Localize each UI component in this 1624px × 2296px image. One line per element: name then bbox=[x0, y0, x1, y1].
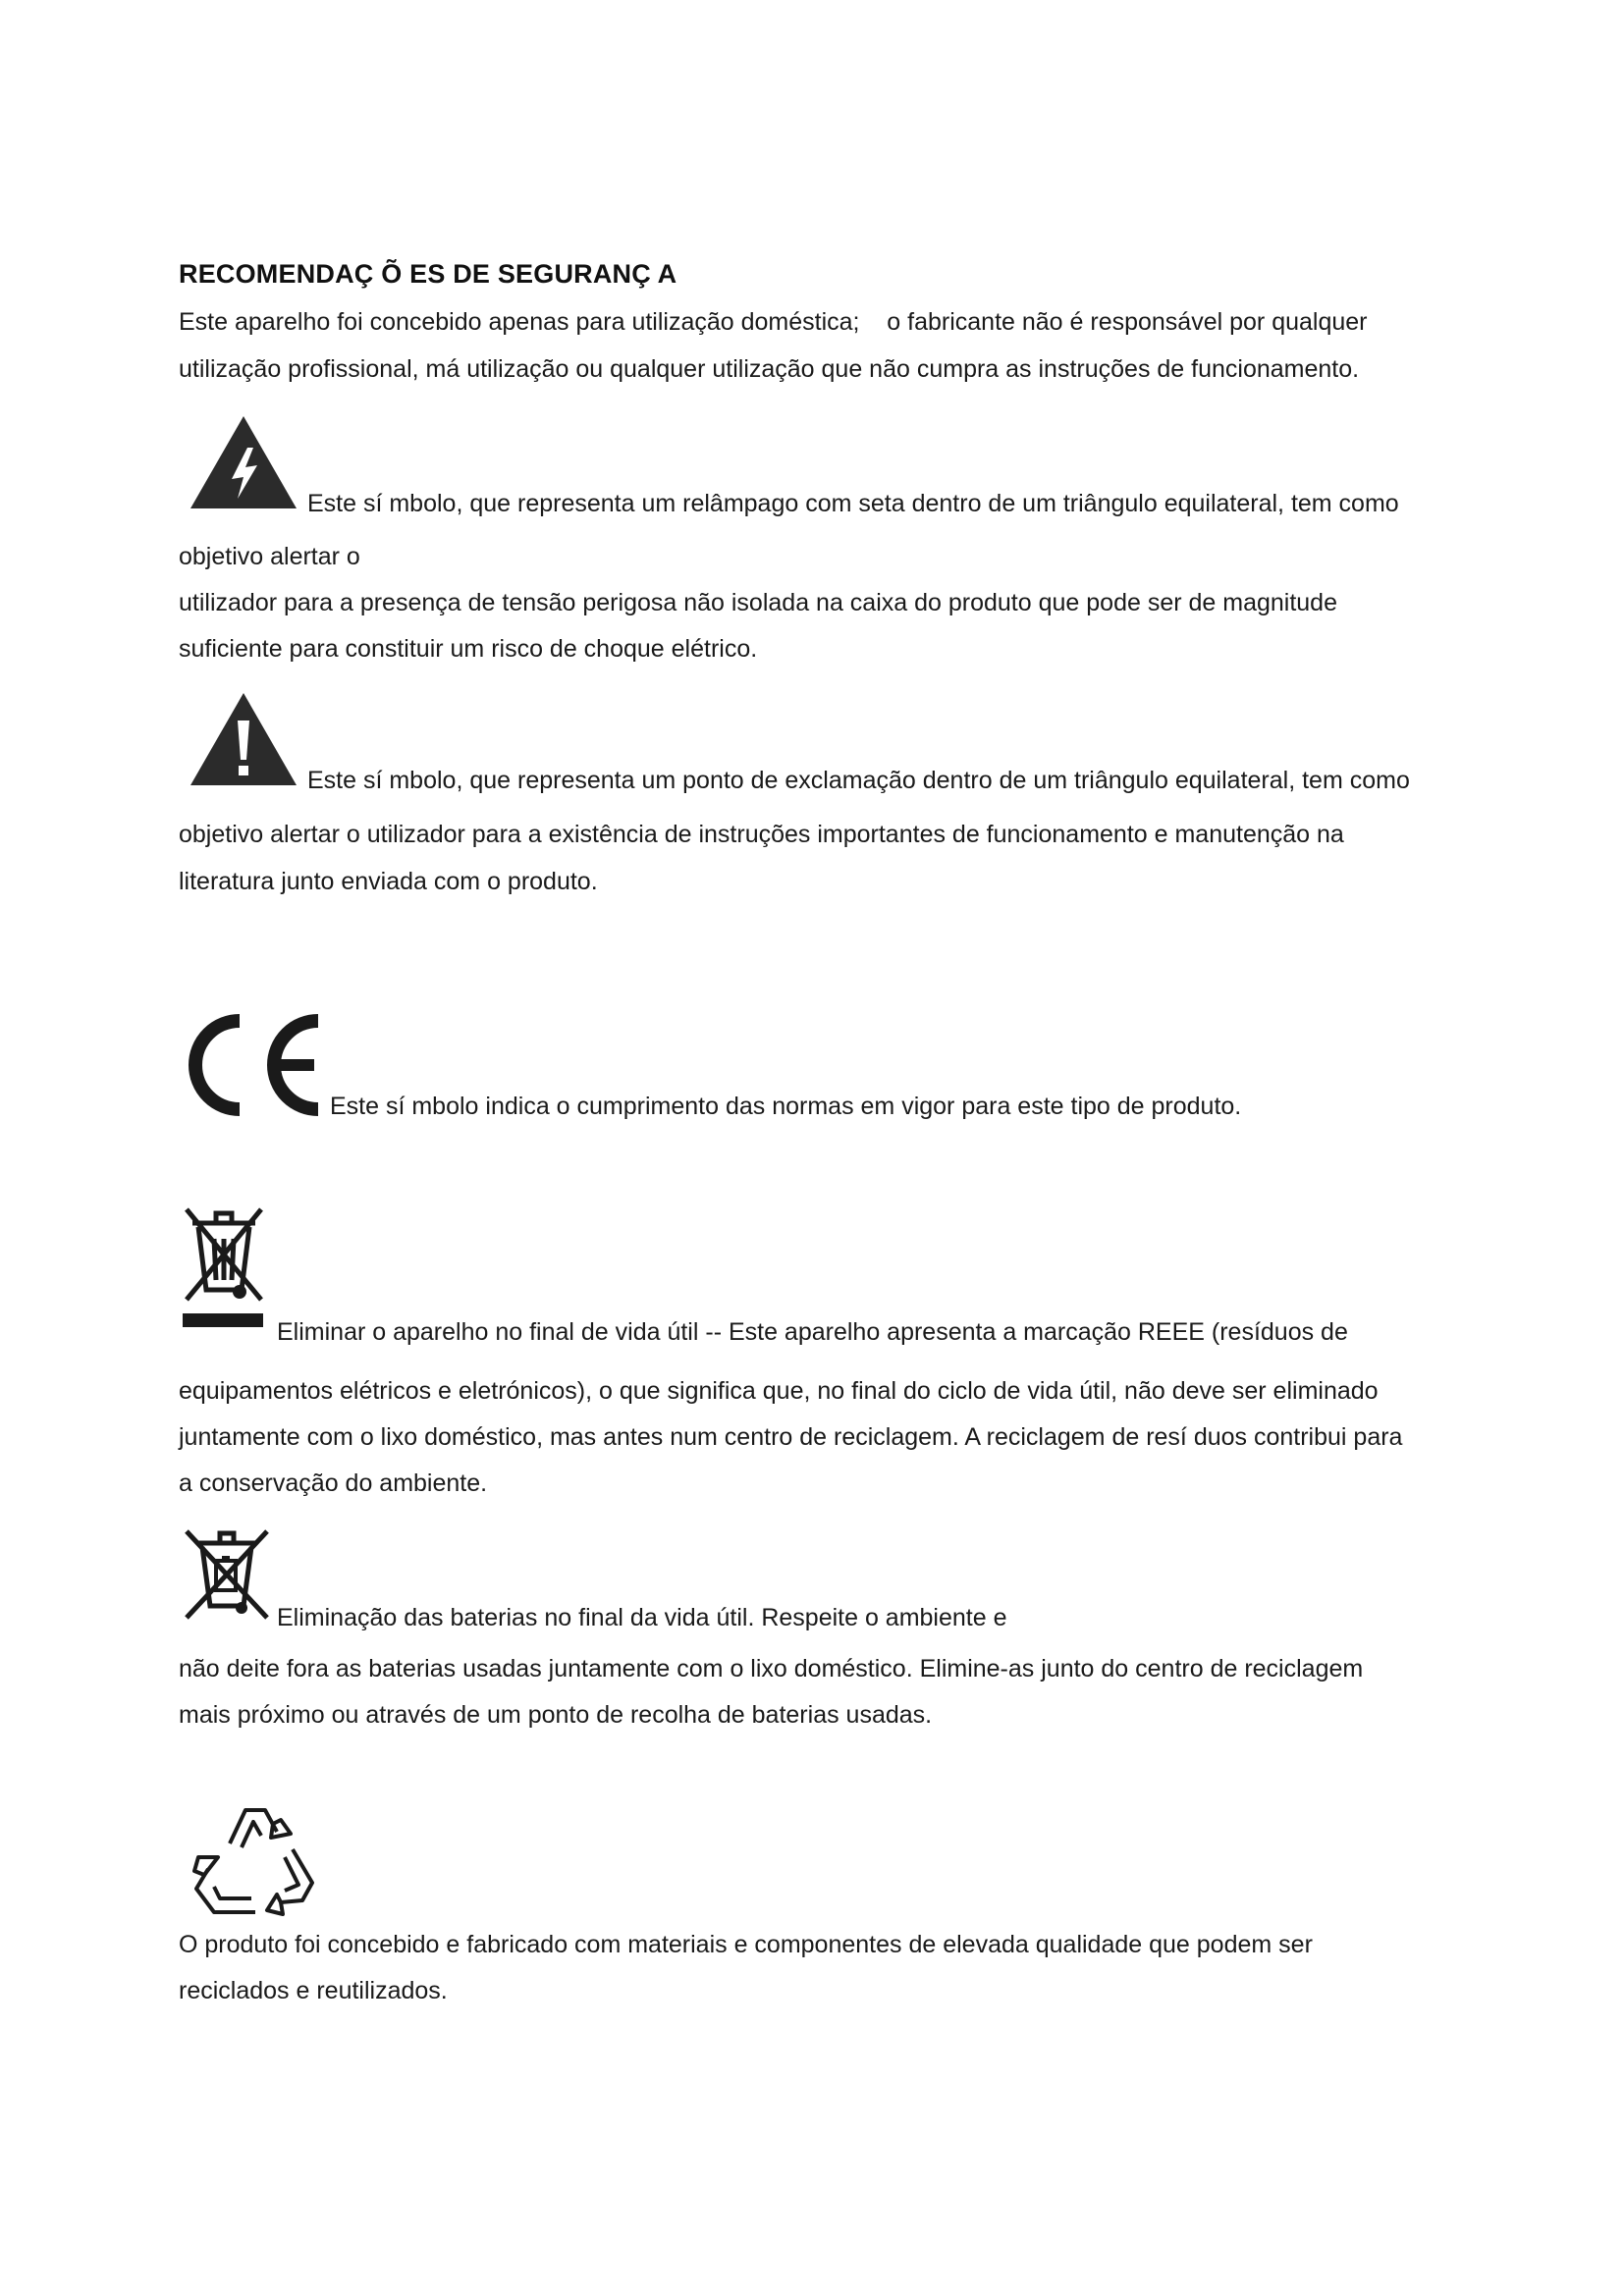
recycle-line-1: O produto foi concebido e fabricado com materiais e componentes de elevada qualidade que podem ser bbox=[179, 1931, 1313, 1958]
recycle-icon bbox=[183, 1792, 322, 1926]
weee-line-2: equipamentos elétricos e eletrónicos), o que significa que, no final do ciclo de vida útil, não deve ser eliminado bbox=[179, 1377, 1379, 1405]
weee-line-4: a conservação do ambiente. bbox=[179, 1469, 488, 1497]
page-title: RECOMENDAÇ Õ ES DE SEGURANÇ A bbox=[179, 259, 677, 289]
exclamation-line-1: Este sí mbolo, que representa um ponto de exclamação dentro de um triângulo equilateral, tem como bbox=[307, 767, 1410, 794]
weee-line-1: Eliminar o aparelho no final de vida útil -- Este aparelho apresenta a marcação REEE (resíduos de bbox=[277, 1318, 1348, 1346]
intro-line-1: Este aparelho foi concebido apenas para utilização doméstica; o fabricante não é responsável por qualquer bbox=[179, 308, 1368, 336]
ce-mark-icon bbox=[183, 1013, 330, 1117]
intro-line-2: utilização profissional, má utilização ou qualquer utilização que não cumpra as instruções de funcionamento. bbox=[179, 355, 1360, 383]
battery-line-2: não deite fora as baterias usadas juntamente com o lixo doméstico. Elimine-as junto do centro de reciclagem bbox=[179, 1655, 1364, 1682]
battery-line-1: Eliminação das baterias no final da vida útil. Respeite o ambiente e bbox=[277, 1604, 1007, 1631]
crossed-bin-icon bbox=[183, 1205, 265, 1333]
crossed-bin-battery-icon bbox=[183, 1527, 271, 1622]
lightning-warning-icon bbox=[189, 414, 298, 510]
exclamation-line-3: literatura junto enviada com o produto. bbox=[179, 868, 598, 895]
ce-line-1: Este sí mbolo indica o cumprimento das normas em vigor para este tipo de produto. bbox=[330, 1093, 1242, 1120]
weee-line-3: juntamente com o lixo doméstico, mas antes num centro de reciclagem. A reciclagem de resí duos contribui para bbox=[179, 1423, 1403, 1451]
lightning-line-4: suficiente para constituir um risco de choque elétrico. bbox=[179, 635, 758, 663]
lightning-line-2: objetivo alertar o bbox=[179, 543, 360, 570]
exclamation-warning-icon bbox=[189, 691, 298, 787]
lightning-line-1: Este sí mbolo, que representa um relâmpago com seta dentro de um triângulo equilateral, tem como bbox=[307, 490, 1399, 517]
recycle-line-2: reciclados e reutilizados. bbox=[179, 1977, 448, 2004]
lightning-line-3: utilizador para a presença de tensão perigosa não isolada na caixa do produto que pode ser de magnitude bbox=[179, 589, 1337, 616]
exclamation-line-2: objetivo alertar o utilizador para a existência de instruções importantes de funcionamento e manutenção na bbox=[179, 821, 1344, 848]
battery-line-3: mais próximo ou através de um ponto de recolha de baterias usadas. bbox=[179, 1701, 933, 1729]
